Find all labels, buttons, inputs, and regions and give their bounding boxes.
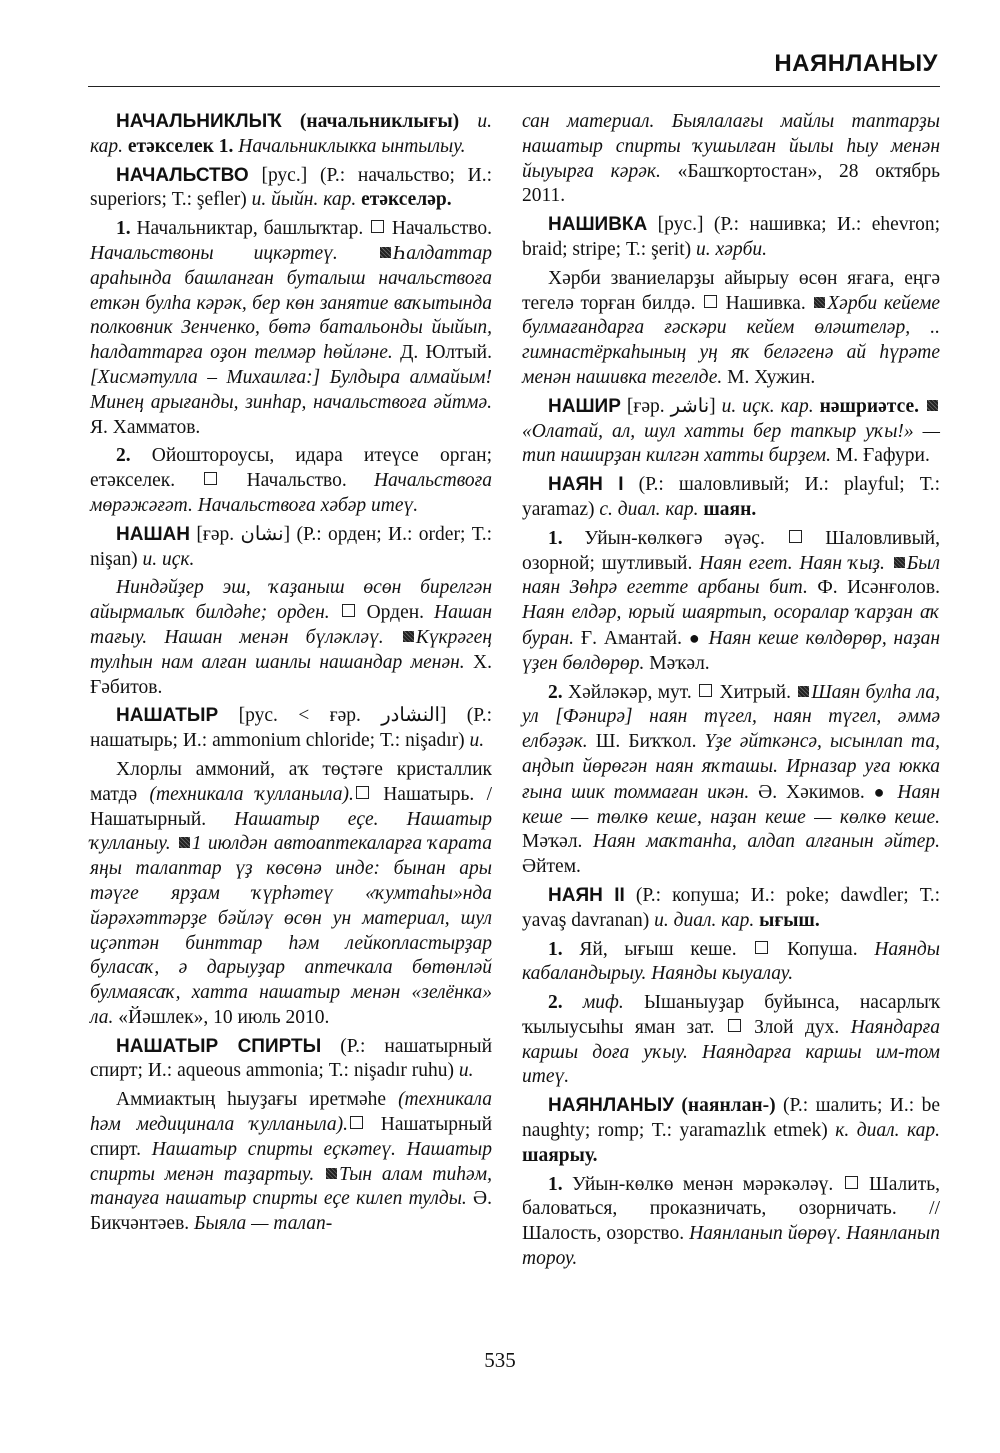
continued-quotation: сан материал. Быялалағы майлы таптарҙы нашатыр спирты ҡушылған йылы һыу менән йыуырға кәрәк. «Башҡортостан», 28 октябрь 2011. bbox=[522, 111, 940, 207]
entry-nashatyr: НАШАТЫР [рус. < ғәр. النشادر] (Р.: нашатырь; И.: ammonium chloride; Т.: nişadır) и. bbox=[90, 705, 492, 752]
proverb-bullet-icon: ● bbox=[688, 627, 702, 648]
definition: Ниндәйҙер эш, ҡаҙаныш өсөн бирелгән айырмалыҡ билдәһе; орден. Орден. Нашан тағыу. Нашан менән бүләкләү. Күкрәгең тулһын нам алған шанлы нашандар менән. Х. Ғәбитов. bbox=[90, 577, 492, 698]
russian-equivalent-icon bbox=[350, 1116, 363, 1129]
quotation-marker-icon bbox=[403, 631, 414, 642]
russian-equivalent-icon bbox=[755, 941, 768, 954]
russian-equivalent-icon bbox=[342, 604, 355, 617]
headword: НАЯНЛАНЫУ bbox=[548, 1095, 675, 1117]
sense-1: 1. Яй, ығыш кеше. Копуша. Наянды кабаландырыу. Наянды кыуалау. bbox=[522, 938, 940, 985]
russian-equivalent-icon bbox=[704, 295, 717, 308]
headword: НАЧАЛЬНИКЛЫҠ bbox=[116, 111, 282, 132]
entry-nachalstvo: НАЧАЛЬСТВО [рус.] (Р.: начальство; И.: superiors; Т.: şefler) и. йыйн. кар. етәкселәр. bbox=[90, 164, 492, 211]
sense-2: 2. миф. Ышаныуҙар буйынса, насарлыҡ ҡылыусыһы яман зат. Злой дух. Наяндарға каршы доға уҡыу. Наяндарға каршы им-том итеү. bbox=[522, 992, 940, 1088]
russian-equivalent-icon bbox=[728, 1019, 741, 1032]
headword: НАШАН bbox=[116, 523, 190, 545]
entry-nashatyr-spirty: НАШАТЫР СПИРТЫ (Р.: нашатырный спирт; И.: aqueous ammonia; Т.: nişadır ruhu) и. bbox=[90, 1035, 493, 1082]
headword: НАЧАЛЬСТВО bbox=[116, 164, 249, 186]
page-number: 535 bbox=[484, 1348, 516, 1372]
headword: НАШАТЫР СПИРТЫ bbox=[116, 1035, 322, 1057]
quotation-marker-icon bbox=[814, 297, 825, 308]
russian-equivalent-icon bbox=[789, 530, 802, 543]
entry-nayanlanyu: НАЯНЛАНЫУ (наянлан-) (Р.: шалить; И.: be naughty; romp; Т.: yaramazlık etmek) к. диал. кар. шаярыу. bbox=[522, 1095, 941, 1166]
entry-nashan: НАШАН [ғәр. نشان] (Р.: орден; И.: order; Т.: nişan) и. иҫк. bbox=[90, 523, 492, 570]
sense-1: 1. Уйын-көлкө менән мәрәкәләү. Шалить, баловаться, проказничать, озорничать. // Шалость, озорство. Наянланып йөрөү. Наянланып тороу. bbox=[522, 1173, 940, 1270]
running-head: НАЯНЛАНЫУ bbox=[774, 50, 938, 77]
entry-nayan-1: НАЯН I (Р.: шаловливый; И.: playful; Т.: yaramaz) с. диал. кар. шаян. bbox=[522, 474, 940, 520]
proverb-bullet-icon: ● bbox=[873, 781, 889, 802]
quotation-marker-icon bbox=[894, 557, 905, 568]
headword: НАШАТЫР bbox=[116, 705, 219, 727]
headword: НАШИВКА bbox=[548, 214, 648, 236]
sense-2: 2. Ойоштороусы, идара итеүсе орган; етәкселек. Начальство. Начальствоға мөрәжәғәт. Начальствоға хәбәр итеү. bbox=[90, 445, 493, 516]
definition: Хәрби званиеларҙы айырыу өсөн яғаға, еңгә тегелә торған билдә. Нашивка. Хәрби кейеме булмағандарға ғәскәри кейем өләштеләр, .. гимнастёркаһының уң яҡ беләгенә ай һүрәте менән нашивка тегелде. М. Хужин. bbox=[522, 267, 941, 388]
left-column bbox=[90, 110, 492, 1241]
headword: НАШИР bbox=[548, 395, 621, 417]
header-rule bbox=[88, 86, 940, 87]
right-column bbox=[522, 110, 940, 1276]
headword: НАЯН I bbox=[548, 474, 624, 496]
definition: Хлорлы аммоний, аҡ төҫтәге кристаллик матдә (техникала ҡулланыла). Нашатырь. / Нашатырный. Нашатыр еҫе. Нашатыр ҡулланыу. 1 июлдән автоаптекаларға ҡарата яңы талаптар үҙ көсөнә инде: бынан ары тәүге ярҙам ҡүрһәтеү «ҡумтаһы»нда йәрәхәттәрҙе бәйләү өсөн ун материал, шул иҫәптән бинттар һәм лейкопластырҙар буласаҡ, ә дарыуҙар аптечкала бөтөнләй булмаясаҡ, хатта нашатыр менән «зелёнка» ла. «Йәшлек», 10 июль 2010. bbox=[90, 758, 493, 1028]
russian-equivalent-icon bbox=[845, 1176, 858, 1189]
definition: Аммиактың һыуҙағы иретмәһе (техникала һәм медицинала ҡулланыла). Нашатырный спирт. Нашатыр спирты еҫкәтеү. Нашатыр спирты менән таҙартыу. Тын алам тиһәм, танауға нашатыр спирты еҫе килеп тулды. Ә. Бикчәнтәев. Быяла — талап- bbox=[90, 1089, 492, 1235]
quotation-marker-icon bbox=[380, 247, 391, 258]
quotation-marker-icon bbox=[798, 686, 809, 697]
sense-2: 2. Хәйләкәр, мут. Хитрый. Шаян булһа ла, ул [Фәнирә] наян түгел, наян түгел, әммә елбәҙәк. Ш. Биҡҡол. Үҙе әйткәнсә, ысынлап та, аңдып йөрөгән наян яҡташы. Ирназар уға юкка ғына шик томмаған икән. Ә. Хәкимов. ● Наян кеше — төлкө кеше, наҙан кеше — көлкө кеше. Мәҡәл. Наян маҡтанһа, алдап алғанын әйтер. Әйтем. bbox=[522, 681, 941, 878]
headword: НАЯН II bbox=[548, 884, 625, 906]
russian-equivalent-icon bbox=[699, 684, 712, 697]
entry-nayan-2: НАЯН II (Р.: копуша; И.: poke; dawdler; Т.: yavaş davranan) и. диал. кар. ығыш. bbox=[522, 884, 941, 931]
sense-1: 1. Уйын-көлкөгә әүәҫ. Шаловливый, озорной; шутливый. Наян егет. Наян ҡыҙ. Был наян Зөһрә егетте арбаны бит. Ф. Исәнғолов. Наян елдәр, юрый шаяртып, осоралар ҡарҙан аҡ буран. Ғ. Амантай. ● Наян кеше көлдөрөр, наҙан үҙен бөлдөрөр. Мәҡәл. bbox=[522, 527, 941, 674]
entry-nashir: НАШИР [ғәр. ناشر] и. иҫк. кар. нәшриәтсе. «Олатай, ал, шул хатты бер тапкыр уҡы!» — тип наширҙан килгән хатты бирҙем. М. Ғафури. bbox=[522, 395, 940, 467]
russian-equivalent-icon bbox=[204, 472, 217, 485]
sense-1: 1. Начальниктар, башлыҡтар. Начальство. Начальствоны ицкәртеү. Һалдаттар араһында башланған буталыш начальствоға еткән булһа кәрәк, бер көн занятие ваҡытында полковник Зенченко, бөтә батальонды йыйып, һалдаттарға оҙон телмәр һөйләне. Д. Юлтый. [Хисмәтулла – Михаилға:] Булдыра алмайым! Минең арығанды, зинһар, начальствоға әйтмә. Я. Хамматов. bbox=[90, 218, 493, 438]
quotation-marker-icon bbox=[326, 1168, 337, 1179]
russian-equivalent-icon bbox=[371, 220, 384, 233]
quotation-marker-icon bbox=[927, 400, 938, 411]
entry-nachalniklyk: НАЧАЛЬНИКЛЫҠ (начальниклығы) и. кар. етәкселек 1. Начальниклыкка ынтылыу. bbox=[90, 111, 492, 157]
entry-nashivka: НАШИВКА [рус.] (Р.: нашивка; И.: ehevron; braid; stripe; Т.: şerit) и. хәрби. bbox=[522, 214, 940, 260]
quotation-marker-icon bbox=[179, 837, 190, 848]
russian-equivalent-icon bbox=[356, 786, 369, 799]
